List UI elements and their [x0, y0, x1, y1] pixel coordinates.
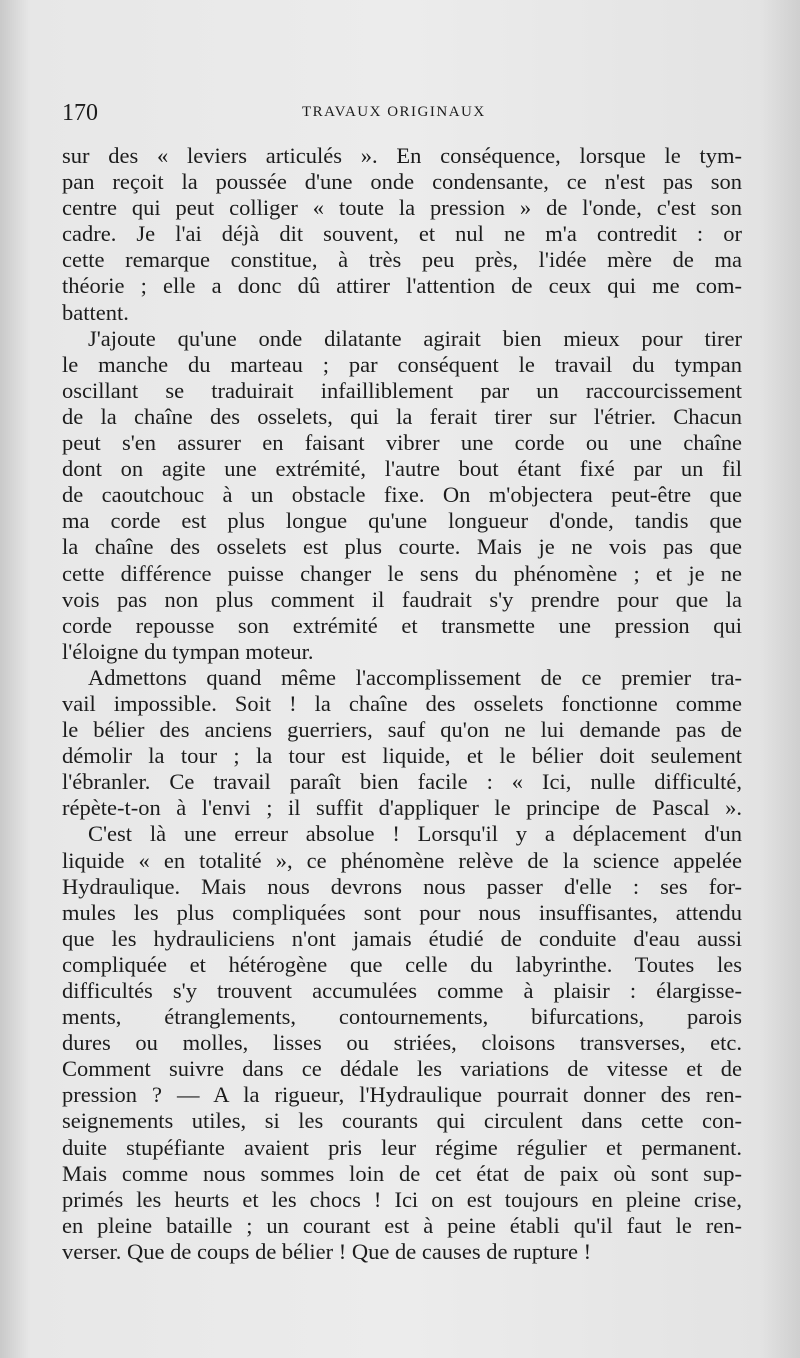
text-line: difficultés s'y trouvent accumulées comme à plaisir : élargisse- — [62, 978, 742, 1003]
text-line: ma corde est plus longue qu'une longueur d'onde, tandis que — [62, 508, 742, 534]
running-head: TRAVAUX ORIGINAUX — [302, 104, 486, 120]
text-line: le bélier des anciens guerriers, sauf qu'on ne lui demande pas de — [62, 717, 742, 743]
text-line: J'ajoute qu'une onde dilatante agirait bien mieux pour tirer — [88, 325, 742, 351]
text-line: répète-t-on à l'envi ; il suffit d'appliquer le principe de Pascal ». — [62, 795, 742, 821]
text-line: Mais comme nous sommes loin de cet état de paix où sont sup- — [62, 1160, 742, 1186]
body-text — [62, 143, 742, 1265]
text-line: pan reçoit la poussée d'une onde condensante, ce n'est pas son — [62, 169, 742, 195]
text-line: ments, étranglements, contournements, bifurcations, parois — [62, 1004, 742, 1030]
text-line: démolir la tour ; la tour est liquide, et le bélier doit seulement — [62, 743, 742, 769]
text-line: compliquée et hétérogène que celle du labyrinthe. Toutes les — [62, 951, 742, 977]
text-line: Admettons quand même l'accomplissement de ce premier tra- — [88, 664, 742, 690]
text-line: duite stupéfiante avaient pris leur régime régulier et permanent. — [62, 1134, 742, 1160]
text-line: centre qui peut colliger « toute la pression » de l'onde, c'est son — [62, 195, 742, 221]
text-line: seignements utiles, si les courants qui circulent dans cette con- — [62, 1108, 742, 1134]
text-line: pression ? — A la rigueur, l'Hydraulique pourrait donner des ren- — [62, 1082, 742, 1108]
text-line: la chaîne des osselets est plus courte. Mais je ne vois pas que — [62, 534, 742, 560]
text-line: sur des « leviers articulés ». En conséquence, lorsque le tym- — [62, 143, 742, 168]
text-line: en pleine bataille ; un courant est à peine établi qu'il faut le ren- — [62, 1212, 742, 1238]
text-line: liquide « en totalité », ce phénomène relève de la science appelée — [62, 847, 742, 873]
text-line: battent. — [62, 299, 129, 325]
text-line: dures ou molles, lisses ou striées, cloisons transverses, etc. — [62, 1030, 742, 1056]
text-line: mules les plus compliquées sont pour nous insuffisantes, attendu — [62, 899, 742, 925]
text-line: primés les heurts et les chocs ! Ici on est toujours en pleine crise, — [62, 1186, 742, 1212]
text-line: théorie ; elle a donc dû attirer l'attention de ceux qui me com- — [62, 273, 742, 299]
text-line: le manche du marteau ; par conséquent le travail du tympan — [62, 351, 742, 377]
text-line: vail impossible. Soit ! la chaîne des osselets fonctionne comme — [62, 690, 742, 716]
text-line: Comment suivre dans ce dédale les variations de vitesse et de — [62, 1056, 742, 1082]
text-line: corde repousse son extrémité et transmette une pression qui — [62, 612, 742, 638]
text-line: l'ébranler. Ce travail paraît bien facile : « Ici, nulle difficulté, — [62, 769, 742, 795]
page-number: 170 — [62, 100, 98, 126]
text-line: que les hydrauliciens n'ont jamais étudié de conduite d'eau aussi — [62, 925, 742, 951]
page-header — [62, 100, 752, 130]
text-line: de la chaîne des osselets, qui la ferait tirer sur l'étrier. Chacun — [62, 403, 742, 429]
text-line: C'est là une erreur absolue ! Lorsqu'il y a déplacement d'un — [88, 821, 742, 847]
text-line: cadre. Je l'ai déjà dit souvent, et nul ne m'a contredit : or — [62, 221, 742, 247]
text-line: dont on agite une extrémité, l'autre bout étant fixé par un fil — [62, 456, 742, 482]
text-line: Hydraulique. Mais nous devrons nous passer d'elle : ses for- — [62, 873, 742, 899]
text-line: oscillant se traduirait infailliblement par un raccourcissement — [62, 377, 742, 403]
text-line: verser. Que de coups de bélier ! Que de causes de rupture ! — [62, 1238, 592, 1264]
text-line: l'éloigne du tympan moteur. — [62, 638, 314, 664]
text-line: vois pas non plus comment il faudrait s'y prendre pour que la — [62, 586, 742, 612]
text-line: cette différence puisse changer le sens du phénomène ; et je ne — [62, 560, 742, 586]
text-line: de caoutchouc à un obstacle fixe. On m'objectera peut-être que — [62, 482, 742, 508]
text-line: cette remarque constitue, à très peu près, l'idée mère de ma — [62, 247, 742, 273]
text-line: peut s'en assurer en faisant vibrer une corde ou une chaîne — [62, 430, 742, 456]
